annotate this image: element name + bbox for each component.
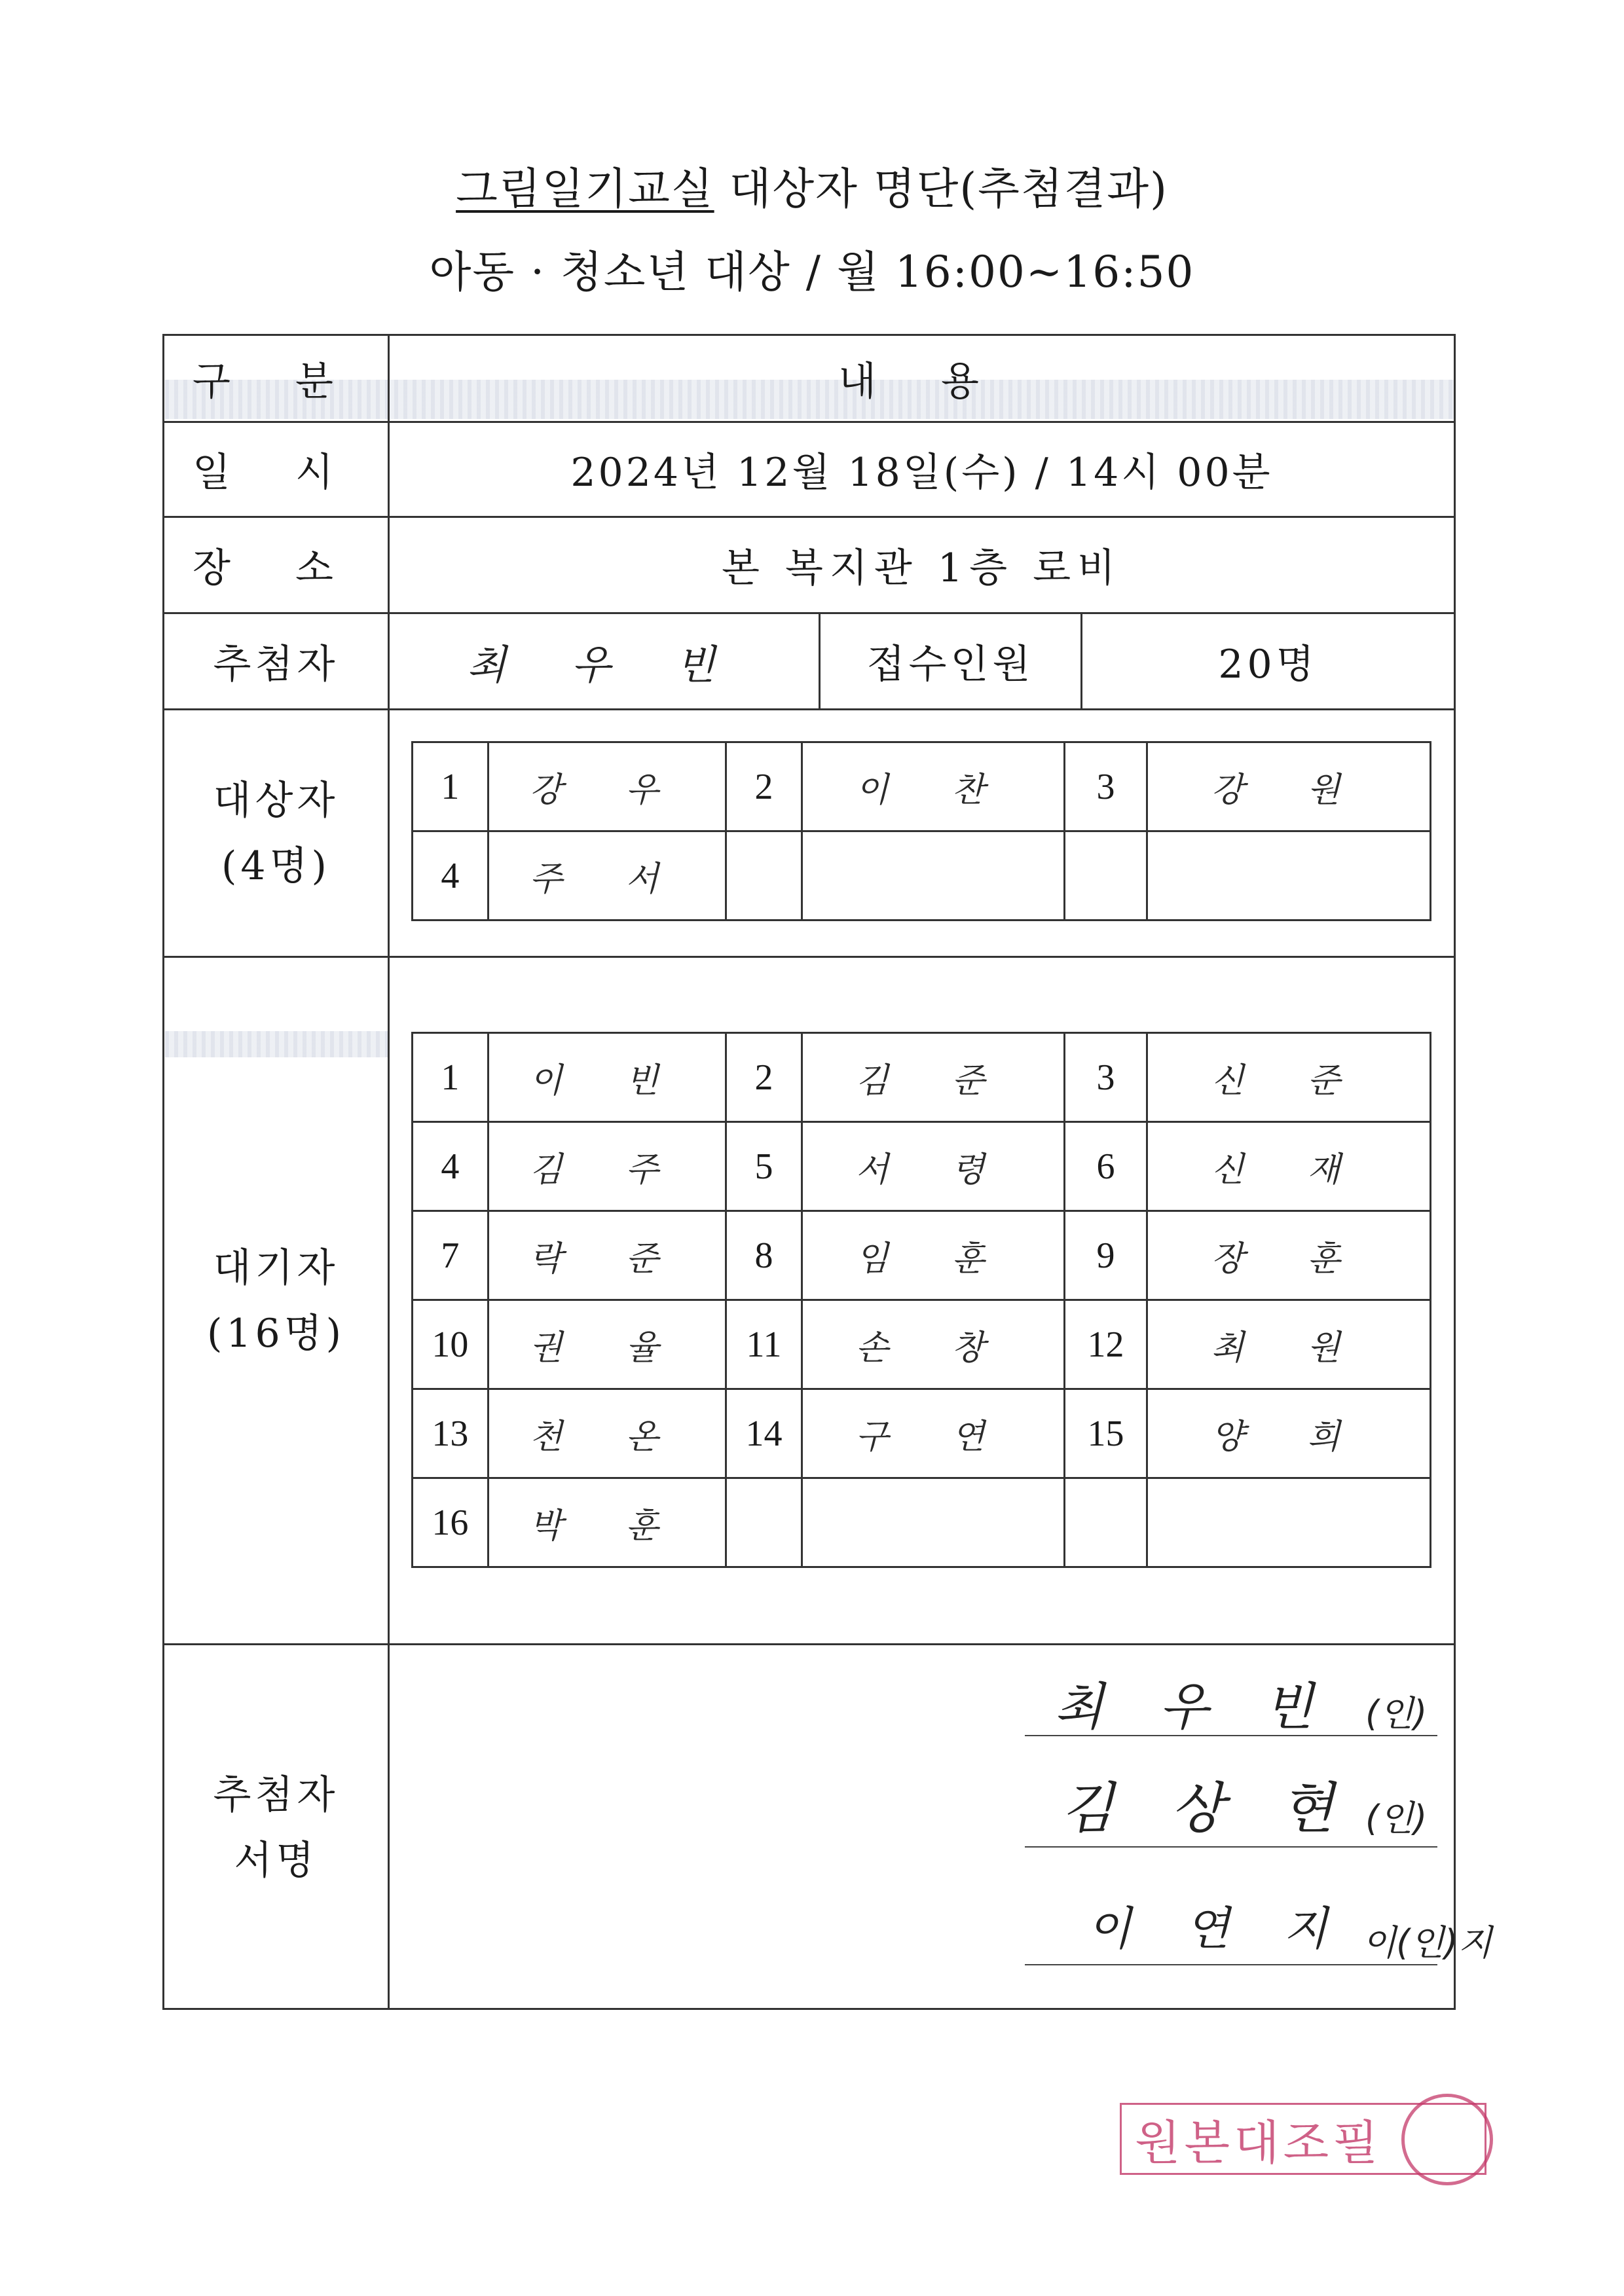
entry-number: 1 xyxy=(413,1033,489,1122)
table-row xyxy=(413,1033,1431,1122)
table-row xyxy=(413,1122,1431,1211)
entry-name: 강 원 xyxy=(1147,742,1430,831)
table-row xyxy=(413,1211,1431,1300)
entry-number: 16 xyxy=(413,1478,489,1567)
entry-name: 김 주 xyxy=(488,1122,726,1211)
entry-name xyxy=(802,831,1064,920)
signature-1-line xyxy=(1025,1735,1437,1736)
entry-name: 김 준 xyxy=(802,1033,1064,1122)
entry-name: 양 희 xyxy=(1147,1389,1430,1478)
entry-number: 14 xyxy=(726,1389,802,1478)
selected-label xyxy=(164,710,388,956)
entry-name: 주 서 xyxy=(488,831,726,920)
entry-number: 3 xyxy=(1065,742,1147,831)
signature-label-line2: 서명 xyxy=(234,1837,318,1884)
entry-number xyxy=(1065,1478,1147,1567)
entry-name: 신 재 xyxy=(1147,1122,1430,1211)
header-content: 내 용 xyxy=(838,359,1005,405)
entry-number: 9 xyxy=(1065,1211,1147,1300)
signature-2: 김 상 현 xyxy=(1061,1776,1354,1840)
selected-label-text: 대상자 xyxy=(213,777,339,824)
entry-name: 강 우 xyxy=(488,742,726,831)
drawer-signature: 최 우 빈 xyxy=(466,640,742,689)
entry-number: 8 xyxy=(726,1211,802,1300)
entry-number xyxy=(1065,831,1147,920)
table-row xyxy=(413,831,1431,920)
entry-name: 권 율 xyxy=(488,1300,726,1389)
waiting-count: (16명) xyxy=(206,1310,346,1357)
waiting-label xyxy=(164,958,388,1643)
entry-number: 10 xyxy=(413,1300,489,1389)
date-value: 2024년 12월 18일(수) / 14시 00분 xyxy=(570,450,1273,496)
signature-3: 이 연 지 xyxy=(1087,1902,1348,1956)
place-label: 장 소 xyxy=(193,545,360,591)
entry-number: 12 xyxy=(1065,1300,1147,1389)
entry-number: 4 xyxy=(413,831,489,920)
entry-name: 락 준 xyxy=(488,1211,726,1300)
table-row xyxy=(413,1389,1431,1478)
waiting-label-text: 대기자 xyxy=(213,1245,339,1291)
entry-name xyxy=(1147,831,1430,920)
drawer-label: 추첨자 xyxy=(213,642,339,687)
waiting-table xyxy=(411,1032,1431,1568)
signature-label-line1: 추첨자 xyxy=(213,1772,339,1818)
signature-2-mark: (인) xyxy=(1365,1798,1428,1839)
entry-number: 2 xyxy=(726,1033,802,1122)
table-row xyxy=(413,1300,1431,1389)
signature-1-mark: (인) xyxy=(1365,1693,1428,1734)
received-label: 접수인원 xyxy=(866,642,1035,687)
entry-number: 4 xyxy=(413,1122,489,1211)
table-row xyxy=(413,1478,1431,1567)
signature-3-line xyxy=(1025,1964,1437,1965)
entry-name: 박 훈 xyxy=(488,1478,726,1567)
title-underlined: 그림일기교실 xyxy=(456,164,714,214)
entry-number: 2 xyxy=(726,742,802,831)
header-category: 구 분 xyxy=(193,359,360,405)
entry-name: 장 훈 xyxy=(1147,1211,1430,1300)
selected-table xyxy=(411,741,1431,921)
seal-icon xyxy=(1401,2094,1493,2185)
entry-name: 이 빈 xyxy=(488,1033,726,1122)
entry-name: 임 훈 xyxy=(802,1211,1064,1300)
selected-count: (4명) xyxy=(221,843,331,889)
received-value: 20명 xyxy=(1218,642,1318,687)
signature-label xyxy=(164,1645,388,2010)
entry-name xyxy=(1147,1478,1430,1567)
place-value: 본 복지관 1층 로비 xyxy=(721,545,1122,591)
entry-number: 6 xyxy=(1065,1122,1147,1211)
entry-number: 5 xyxy=(726,1122,802,1211)
certified-copy-stamp: 원본대조필 xyxy=(1120,2103,1486,2175)
date-label: 일 시 xyxy=(193,450,360,496)
signature-2-line xyxy=(1025,1846,1437,1848)
document-title xyxy=(0,154,1624,216)
entry-number: 7 xyxy=(413,1211,489,1300)
entry-number: 3 xyxy=(1065,1033,1147,1122)
document-subtitle: 아동 · 청소년 대상 / 월 16:00~16:50 xyxy=(429,247,1195,297)
entry-name: 천 온 xyxy=(488,1389,726,1478)
entry-number: 11 xyxy=(726,1300,802,1389)
entry-name xyxy=(802,1478,1064,1567)
title-rest: 대상자 명단(추첨결과) xyxy=(714,164,1168,214)
entry-number: 15 xyxy=(1065,1389,1147,1478)
entry-name: 신 준 xyxy=(1147,1033,1430,1122)
entry-name: 이 찬 xyxy=(802,742,1064,831)
entry-name: 서 령 xyxy=(802,1122,1064,1211)
entry-number: 1 xyxy=(413,742,489,831)
entry-number xyxy=(726,831,802,920)
entry-number xyxy=(726,1478,802,1567)
signature-3-mark: 이(인)지 xyxy=(1362,1922,1492,1963)
entry-name: 손 창 xyxy=(802,1300,1064,1389)
signature-1: 최 우 빈 xyxy=(1054,1678,1333,1737)
entry-number: 13 xyxy=(413,1389,489,1478)
entry-name: 최 원 xyxy=(1147,1300,1430,1389)
entry-name: 구 연 xyxy=(802,1389,1064,1478)
table-row xyxy=(413,742,1431,831)
